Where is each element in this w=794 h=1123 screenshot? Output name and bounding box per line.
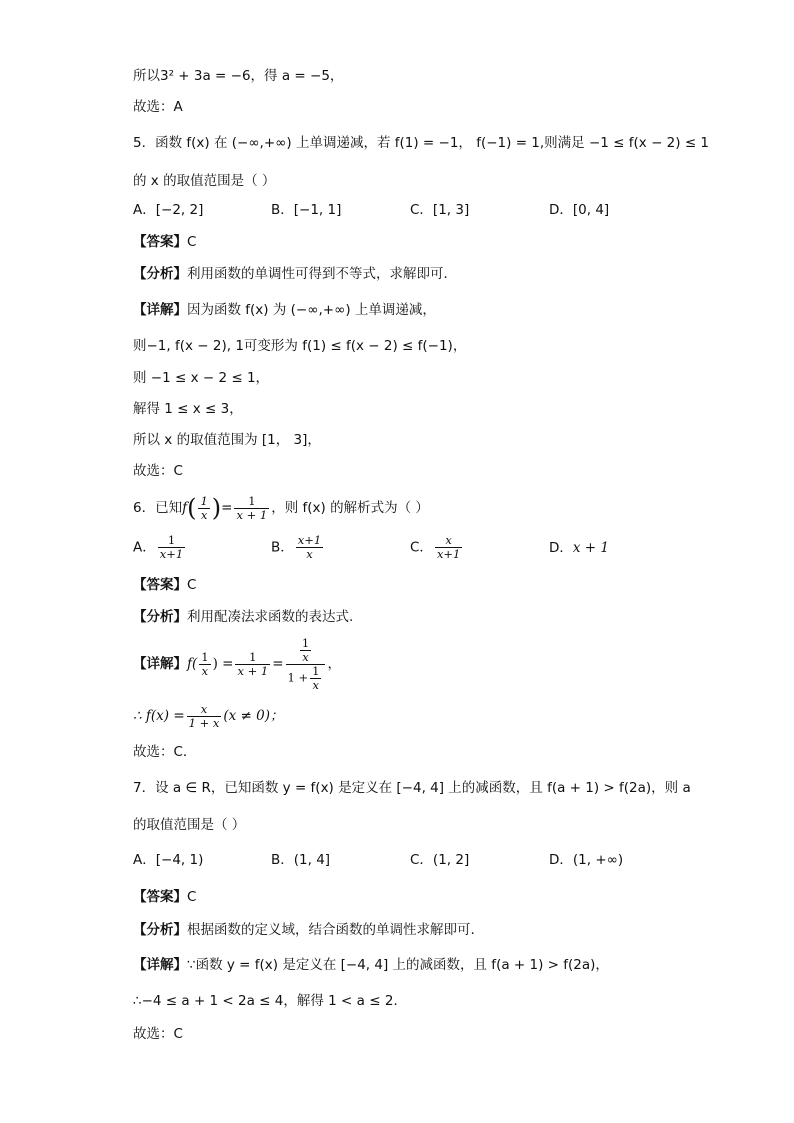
fraction-denominator: x [306, 547, 313, 561]
text-line [133, 700, 284, 732]
answer-line [133, 232, 196, 252]
math-text: ， [327, 656, 341, 672]
question-5-stem: 5．函数 f(x) 在 (−∞,+∞) 上单调递减，若 f(1) = −1， f(−1) = 1,则满足 −1 ≤ f(x − 2) ≤ 1 [133, 135, 710, 151]
math-text: f( [187, 656, 198, 672]
q6-prefix: 6．已知 [133, 500, 183, 516]
fraction-numerator: 1 [312, 663, 320, 678]
fraction-denominator: 1 + x [188, 715, 220, 730]
analysis-line [133, 264, 457, 284]
detail-line [133, 300, 436, 320]
text-line: 则 −1 ≤ x − 2 ≤ 1， [133, 370, 270, 386]
answer-line [133, 575, 196, 595]
fraction-denominator: x+1 [159, 547, 184, 561]
option-c: C．(1, 2] [410, 852, 470, 868]
option-label: C． [410, 539, 433, 556]
detail-line [133, 955, 609, 975]
fraction-numerator: x [187, 703, 222, 717]
option-c [410, 534, 464, 561]
fraction-numerator: 1 [201, 649, 209, 664]
answer-line [133, 887, 196, 907]
option-label: D． [549, 540, 573, 556]
answer-value: C [187, 234, 197, 250]
analysis-tag: 【分析】 [133, 609, 187, 625]
analysis-tag: 【分析】 [133, 266, 187, 282]
fraction-denominator: x [312, 677, 320, 692]
fraction-numerator: 1 [301, 635, 310, 650]
analysis-line [133, 920, 475, 940]
option-text: x + 1 [572, 540, 610, 556]
option-d: D．[0, 4] [549, 202, 610, 218]
analysis-text: 利用配凑法求函数的表达式. [187, 609, 354, 625]
text-line: 所以3² + 3a = −6，得 a = −5， [133, 68, 344, 84]
detail-tag: 【详解】 [133, 656, 187, 672]
analysis-tag: 【分析】 [133, 922, 187, 938]
fraction-denominator: x + 1 [237, 663, 269, 678]
math-text: ) = [212, 656, 234, 672]
fraction-numerator: 1 [235, 651, 270, 665]
text-line: ∴−4 ≤ a + 1 < 2a ≤ 4，解得 1 < a ≤ 2. [133, 993, 398, 1009]
fraction-denominator: x+1 [436, 547, 461, 561]
math-text: ∴ f(x) = [133, 708, 185, 724]
analysis-text: 根据函数的定义域，结合函数的单调性求解即可. [187, 922, 475, 938]
question-6-stem: 6．已知f( $\frac{1}{x}$ )= $\frac{1}{x + 1}$ ，则 f(x) 的解析式为（ ） [133, 493, 429, 522]
answer-tag: 【答案】 [133, 234, 187, 250]
question-7-stem: 7．设 a ∈ R，已知函数 y = f(x) 是定义在 [−4, 4] 上的减函数，且 f(a + 1) > f(2a)，则 a [133, 780, 691, 796]
fraction-numerator: 1 [200, 493, 208, 508]
option-b: B．[−1, 1] [271, 202, 342, 218]
choice-line: 故选：C． [133, 744, 197, 760]
fraction-denominator: x [201, 663, 209, 678]
answer-tag: 【答案】 [133, 889, 187, 905]
answer-value: C [187, 889, 197, 905]
equals-sign: = [221, 500, 233, 516]
option-d [549, 538, 609, 558]
option-label: B． [271, 539, 294, 556]
choice-line: 故选：C [133, 1026, 183, 1042]
option-d: D．(1, +∞) [549, 852, 624, 868]
option-b: B．(1, 4] [271, 852, 331, 868]
detail-text: 因为函数 f(x) 为 (−∞,+∞) 上单调递减， [187, 302, 436, 318]
detail-text: ∵函数 y = f(x) 是定义在 [−4, 4] 上的减函数，且 f(a + 1) > f(2a)， [187, 957, 609, 973]
detail-tag: 【详解】 [133, 957, 187, 973]
math-text: (x ≠ 0)； [223, 708, 284, 724]
text-line: 解得 1 ≤ x ≤ 3， [133, 401, 243, 417]
fraction-numerator: 1 [234, 495, 269, 509]
fraction-numerator: x [435, 534, 462, 548]
fraction-denominator: x + 1 [236, 507, 268, 522]
detail-tag: 【详解】 [133, 302, 187, 318]
fraction-denominator: x [302, 649, 309, 664]
math-text: 1 + [287, 670, 309, 684]
text-line: 所以 x 的取值范围为 [1， 3]， [133, 432, 321, 448]
q6-suffix: ，则 f(x) 的解析式为（ ） [271, 500, 429, 516]
analysis-line [133, 607, 353, 627]
text-line: 则−1, f(x − 2), 1可变形为 f(1) ≤ f(x − 2) ≤ f(−1)， [133, 338, 467, 354]
question-5-stem-cont: 的 x 的取值范围是（ ） [133, 173, 276, 189]
option-b [271, 534, 325, 561]
option-label: A． [133, 539, 156, 556]
option-c: C．[1, 3] [410, 202, 470, 218]
choice-line: 故选：C [133, 463, 183, 479]
detail-line [133, 636, 341, 692]
fraction-numerator: 1 [158, 534, 185, 548]
text-line: 故选：A [133, 99, 183, 115]
option-a: A．[−2, 2] [133, 202, 204, 218]
answer-tag: 【答案】 [133, 577, 187, 593]
option-a [133, 534, 187, 561]
analysis-text: 利用函数的单调性可得到不等式，求解即可． [187, 266, 457, 282]
answer-value: C [187, 577, 197, 593]
equals-sign: = [272, 656, 284, 672]
fraction-numerator: x+1 [297, 533, 322, 547]
fraction-denominator: x [200, 507, 208, 522]
question-7-stem-cont: 的取值范围是（ ） [133, 817, 246, 833]
option-a: A．[−4, 1) [133, 852, 204, 868]
compound-fraction [286, 637, 326, 692]
